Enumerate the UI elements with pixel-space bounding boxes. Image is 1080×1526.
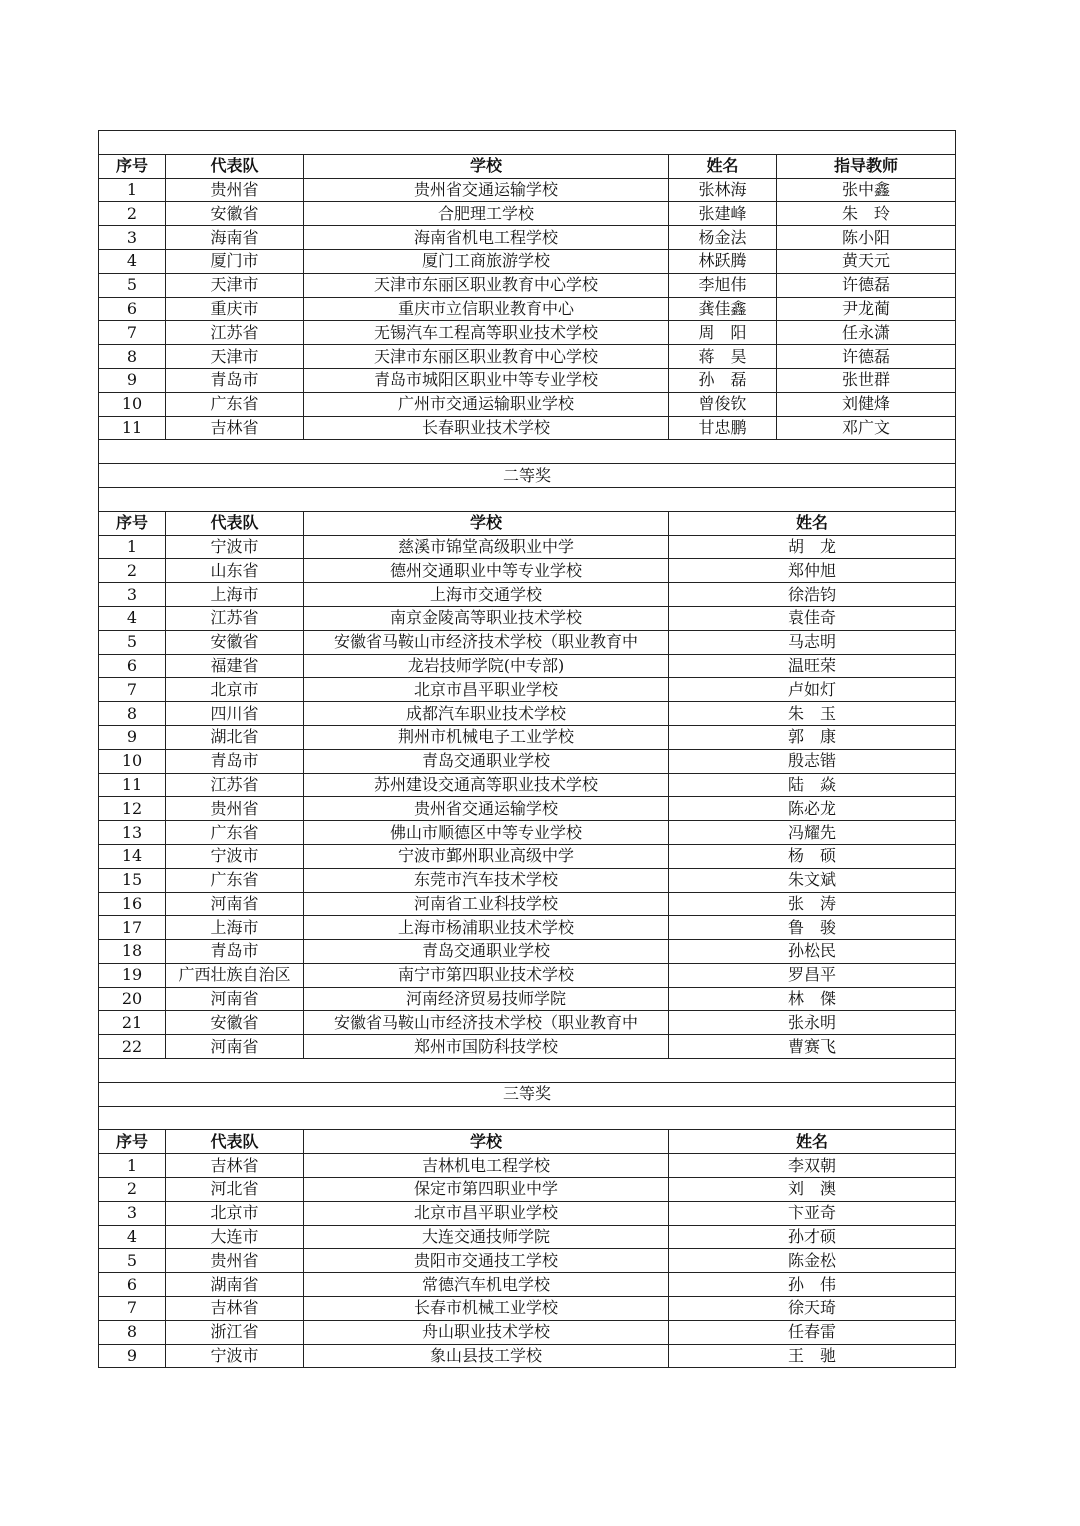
name-cell: 曾俊钦 [669,392,777,416]
rank-cell: 12 [99,797,166,821]
school-cell: 长春市机械工业学校 [304,1297,669,1321]
name-cell: 卢如灯 [669,678,956,702]
table-row [99,392,956,416]
blank-row [99,487,956,511]
rank-cell: 9 [99,725,166,749]
school-cell: 大连交通技师学院 [304,1225,669,1249]
team-cell: 安徽省 [166,630,304,654]
team-cell: 湖北省 [166,725,304,749]
table-row [99,821,956,845]
school-cell: 东莞市汽车技术学校 [304,868,669,892]
table-row [99,226,956,250]
team-cell: 安徽省 [166,202,304,226]
school-cell: 北京市昌平职业学校 [304,1201,669,1225]
team-cell: 河南省 [166,987,304,1011]
rank-cell: 10 [99,749,166,773]
name-cell: 王 驰 [669,1344,956,1368]
rank-cell: 18 [99,940,166,964]
section-title-row [99,1082,956,1106]
rank-cell: 3 [99,226,166,250]
rank-cell: 11 [99,773,166,797]
team-cell: 广东省 [166,821,304,845]
team-cell: 宁波市 [166,535,304,559]
table-row [99,940,956,964]
team-cell: 安徽省 [166,1011,304,1035]
table-row [99,1154,956,1178]
rank-cell: 19 [99,963,166,987]
team-cell: 大连市 [166,1225,304,1249]
rank-header: 序号 [99,511,166,535]
name-header: 姓名 [669,511,956,535]
table-row [99,654,956,678]
school-cell: 慈溪市锦堂高级职业中学 [304,535,669,559]
school-header: 学校 [304,511,669,535]
blank-row [99,131,956,155]
table-row [99,178,956,202]
team-cell: 广东省 [166,392,304,416]
team-cell: 天津市 [166,273,304,297]
team-cell: 重庆市 [166,297,304,321]
table-row [99,702,956,726]
name-cell: 温旺荣 [669,654,956,678]
team-cell: 贵州省 [166,178,304,202]
team-cell: 海南省 [166,226,304,250]
teacher-cell: 张中鑫 [777,178,956,202]
blank-cell [99,131,956,155]
teacher-header: 指导教师 [777,154,956,178]
name-cell: 张林海 [669,178,777,202]
school-cell: 安徽省马鞍山市经济技术学校（职业教育中 [304,1011,669,1035]
table-row [99,725,956,749]
rank-cell: 16 [99,892,166,916]
team-header: 代表队 [166,511,304,535]
team-cell: 四川省 [166,702,304,726]
table-row [99,678,956,702]
team-header: 代表队 [166,1130,304,1154]
rank-cell: 5 [99,630,166,654]
teacher-cell: 朱 玲 [777,202,956,226]
table-row [99,202,956,226]
rank-cell: 1 [99,1154,166,1178]
blank-row [99,1106,956,1130]
team-cell: 江苏省 [166,321,304,345]
blank-cell [99,1106,956,1130]
name-cell: 郑仲旭 [669,559,956,583]
teacher-cell: 黄天元 [777,249,956,273]
name-cell: 朱 玉 [669,702,956,726]
school-cell: 广州市交通运输职业学校 [304,392,669,416]
rank-cell: 5 [99,273,166,297]
school-cell: 青岛交通职业学校 [304,940,669,964]
name-cell: 孙 伟 [669,1273,956,1297]
table-row [99,749,956,773]
team-cell: 宁波市 [166,844,304,868]
rank-header: 序号 [99,1130,166,1154]
section-title: 三等奖 [99,1082,956,1106]
name-cell: 蒋 昊 [669,345,777,369]
teacher-cell: 张世群 [777,368,956,392]
school-header: 学校 [304,154,669,178]
rank-cell: 3 [99,583,166,607]
name-cell: 鲁 骏 [669,916,956,940]
rank-cell: 9 [99,1344,166,1368]
name-cell: 朱文斌 [669,868,956,892]
name-cell: 张永明 [669,1011,956,1035]
team-cell: 吉林省 [166,1297,304,1321]
school-cell: 青岛交通职业学校 [304,749,669,773]
name-cell: 李旭伟 [669,273,777,297]
name-cell: 任春雷 [669,1320,956,1344]
table-row [99,1201,956,1225]
team-cell: 广东省 [166,868,304,892]
rank-cell: 21 [99,1011,166,1035]
team-cell: 江苏省 [166,773,304,797]
table-row [99,868,956,892]
school-cell: 厦门工商旅游学校 [304,249,669,273]
section-title-row [99,464,956,488]
table-row [99,1320,956,1344]
name-cell: 龚佳鑫 [669,297,777,321]
rank-cell: 1 [99,535,166,559]
rank-cell: 8 [99,702,166,726]
rank-cell: 2 [99,1178,166,1202]
table-row [99,630,956,654]
team-header: 代表队 [166,154,304,178]
name-cell: 杨 硕 [669,844,956,868]
school-cell: 吉林机电工程学校 [304,1154,669,1178]
team-cell: 贵州省 [166,797,304,821]
table-row [99,844,956,868]
team-cell: 宁波市 [166,1344,304,1368]
rank-cell: 8 [99,1320,166,1344]
school-cell: 贵阳市交通技工学校 [304,1249,669,1273]
name-cell: 郭 康 [669,725,956,749]
award-sheet [98,130,955,1368]
school-cell: 青岛市城阳区职业中等专业学校 [304,368,669,392]
school-cell: 郑州市国防科技学校 [304,1035,669,1059]
name-cell: 胡 龙 [669,535,956,559]
team-cell: 吉林省 [166,1154,304,1178]
team-cell: 河北省 [166,1178,304,1202]
team-cell: 福建省 [166,654,304,678]
rank-cell: 2 [99,202,166,226]
school-cell: 河南经济贸易技师学院 [304,987,669,1011]
award-table [98,130,956,1368]
table-row [99,1273,956,1297]
school-cell: 荆州市机械电子工业学校 [304,725,669,749]
table-row [99,416,956,440]
school-cell: 无锡汽车工程高等职业技术学校 [304,321,669,345]
table-row [99,583,956,607]
table-row [99,797,956,821]
team-cell: 上海市 [166,916,304,940]
table-row [99,1035,956,1059]
rank-cell: 14 [99,844,166,868]
rank-cell: 4 [99,1225,166,1249]
school-cell: 重庆市立信职业教育中心 [304,297,669,321]
rank-cell: 6 [99,1273,166,1297]
school-header: 学校 [304,1130,669,1154]
rank-cell: 5 [99,1249,166,1273]
teacher-cell: 尹龙蔺 [777,297,956,321]
name-cell: 孙才硕 [669,1225,956,1249]
table-row [99,345,956,369]
blank-row [99,1059,956,1083]
rank-cell: 7 [99,321,166,345]
name-cell: 张 涛 [669,892,956,916]
school-cell: 佛山市顺德区中等专业学校 [304,821,669,845]
table-row [99,559,956,583]
school-cell: 常德汽车机电学校 [304,1273,669,1297]
table-row [99,368,956,392]
school-cell: 海南省机电工程学校 [304,226,669,250]
team-cell: 浙江省 [166,1320,304,1344]
rank-cell: 4 [99,606,166,630]
team-cell: 贵州省 [166,1249,304,1273]
team-cell: 江苏省 [166,606,304,630]
school-cell: 南京金陵高等职业技术学校 [304,606,669,630]
blank-cell [99,1059,956,1083]
team-cell: 广西壮族自治区 [166,963,304,987]
team-cell: 青岛市 [166,368,304,392]
rank-cell: 11 [99,416,166,440]
team-cell: 上海市 [166,583,304,607]
rank-cell: 2 [99,559,166,583]
teacher-cell: 任永潇 [777,321,956,345]
header-row [99,154,956,178]
rank-cell: 6 [99,654,166,678]
name-cell: 孙 磊 [669,368,777,392]
team-cell: 北京市 [166,1201,304,1225]
school-cell: 合肥理工学校 [304,202,669,226]
table-row [99,273,956,297]
rank-cell: 3 [99,1201,166,1225]
table-row [99,1297,956,1321]
name-cell: 卞亚奇 [669,1201,956,1225]
name-cell: 林 傑 [669,987,956,1011]
header-row [99,511,956,535]
table-row [99,1011,956,1035]
rank-cell: 15 [99,868,166,892]
rank-cell: 1 [99,178,166,202]
table-row [99,963,956,987]
school-cell: 天津市东丽区职业教育中心学校 [304,273,669,297]
team-cell: 山东省 [166,559,304,583]
table-row [99,321,956,345]
table-row [99,773,956,797]
name-cell: 张建峰 [669,202,777,226]
rank-cell: 6 [99,297,166,321]
blank-cell [99,440,956,464]
team-cell: 河南省 [166,1035,304,1059]
name-cell: 曹赛飞 [669,1035,956,1059]
school-cell: 上海市交通学校 [304,583,669,607]
school-cell: 成都汽车职业技术学校 [304,702,669,726]
name-cell: 李双朝 [669,1154,956,1178]
teacher-cell: 陈小阳 [777,226,956,250]
blank-row [99,440,956,464]
table-row [99,1344,956,1368]
school-cell: 北京市昌平职业学校 [304,678,669,702]
team-cell: 青岛市 [166,749,304,773]
team-cell: 湖南省 [166,1273,304,1297]
school-cell: 象山县技工学校 [304,1344,669,1368]
team-cell: 青岛市 [166,940,304,964]
name-cell: 袁佳奇 [669,606,956,630]
table-row [99,916,956,940]
rank-header: 序号 [99,154,166,178]
school-cell: 保定市第四职业中学 [304,1178,669,1202]
rank-cell: 8 [99,345,166,369]
school-cell: 天津市东丽区职业教育中心学校 [304,345,669,369]
name-cell: 陈必龙 [669,797,956,821]
name-cell: 孙松民 [669,940,956,964]
school-cell: 长春职业技术学校 [304,416,669,440]
team-cell: 天津市 [166,345,304,369]
name-header: 姓名 [669,1130,956,1154]
rank-cell: 17 [99,916,166,940]
table-row [99,1249,956,1273]
school-cell: 安徽省马鞍山市经济技术学校（职业教育中 [304,630,669,654]
name-cell: 马志明 [669,630,956,654]
name-header: 姓名 [669,154,777,178]
team-cell: 厦门市 [166,249,304,273]
table-row [99,987,956,1011]
name-cell: 杨金法 [669,226,777,250]
rank-cell: 4 [99,249,166,273]
school-cell: 舟山职业技术学校 [304,1320,669,1344]
section-title: 二等奖 [99,464,956,488]
teacher-cell: 刘健烽 [777,392,956,416]
school-cell: 贵州省交通运输学校 [304,178,669,202]
rank-cell: 7 [99,678,166,702]
rank-cell: 9 [99,368,166,392]
teacher-cell: 许德磊 [777,273,956,297]
table-row [99,535,956,559]
school-cell: 德州交通职业中等专业学校 [304,559,669,583]
team-cell: 吉林省 [166,416,304,440]
rank-cell: 10 [99,392,166,416]
school-cell: 南宁市第四职业技术学校 [304,963,669,987]
table-row [99,1178,956,1202]
table-row [99,297,956,321]
rank-cell: 13 [99,821,166,845]
teacher-cell: 邓广文 [777,416,956,440]
name-cell: 陈金松 [669,1249,956,1273]
award-table-body [99,131,956,1368]
table-row [99,892,956,916]
school-cell: 龙岩技师学院(中专部) [304,654,669,678]
name-cell: 徐浩钧 [669,583,956,607]
table-row [99,249,956,273]
teacher-cell: 许德磊 [777,345,956,369]
rank-cell: 22 [99,1035,166,1059]
name-cell: 陆 焱 [669,773,956,797]
rank-cell: 20 [99,987,166,1011]
rank-cell: 7 [99,1297,166,1321]
school-cell: 河南省工业科技学校 [304,892,669,916]
header-row [99,1130,956,1154]
name-cell: 林跃腾 [669,249,777,273]
name-cell: 殷志锴 [669,749,956,773]
table-row [99,1225,956,1249]
blank-cell [99,487,956,511]
name-cell: 罗昌平 [669,963,956,987]
school-cell: 贵州省交通运输学校 [304,797,669,821]
team-cell: 北京市 [166,678,304,702]
name-cell: 冯耀先 [669,821,956,845]
name-cell: 甘忠鹏 [669,416,777,440]
table-row [99,606,956,630]
team-cell: 河南省 [166,892,304,916]
school-cell: 苏州建设交通高等职业技术学校 [304,773,669,797]
name-cell: 刘 澳 [669,1178,956,1202]
school-cell: 宁波市鄞州职业高级中学 [304,844,669,868]
name-cell: 周 阳 [669,321,777,345]
school-cell: 上海市杨浦职业技术学校 [304,916,669,940]
name-cell: 徐天琦 [669,1297,956,1321]
